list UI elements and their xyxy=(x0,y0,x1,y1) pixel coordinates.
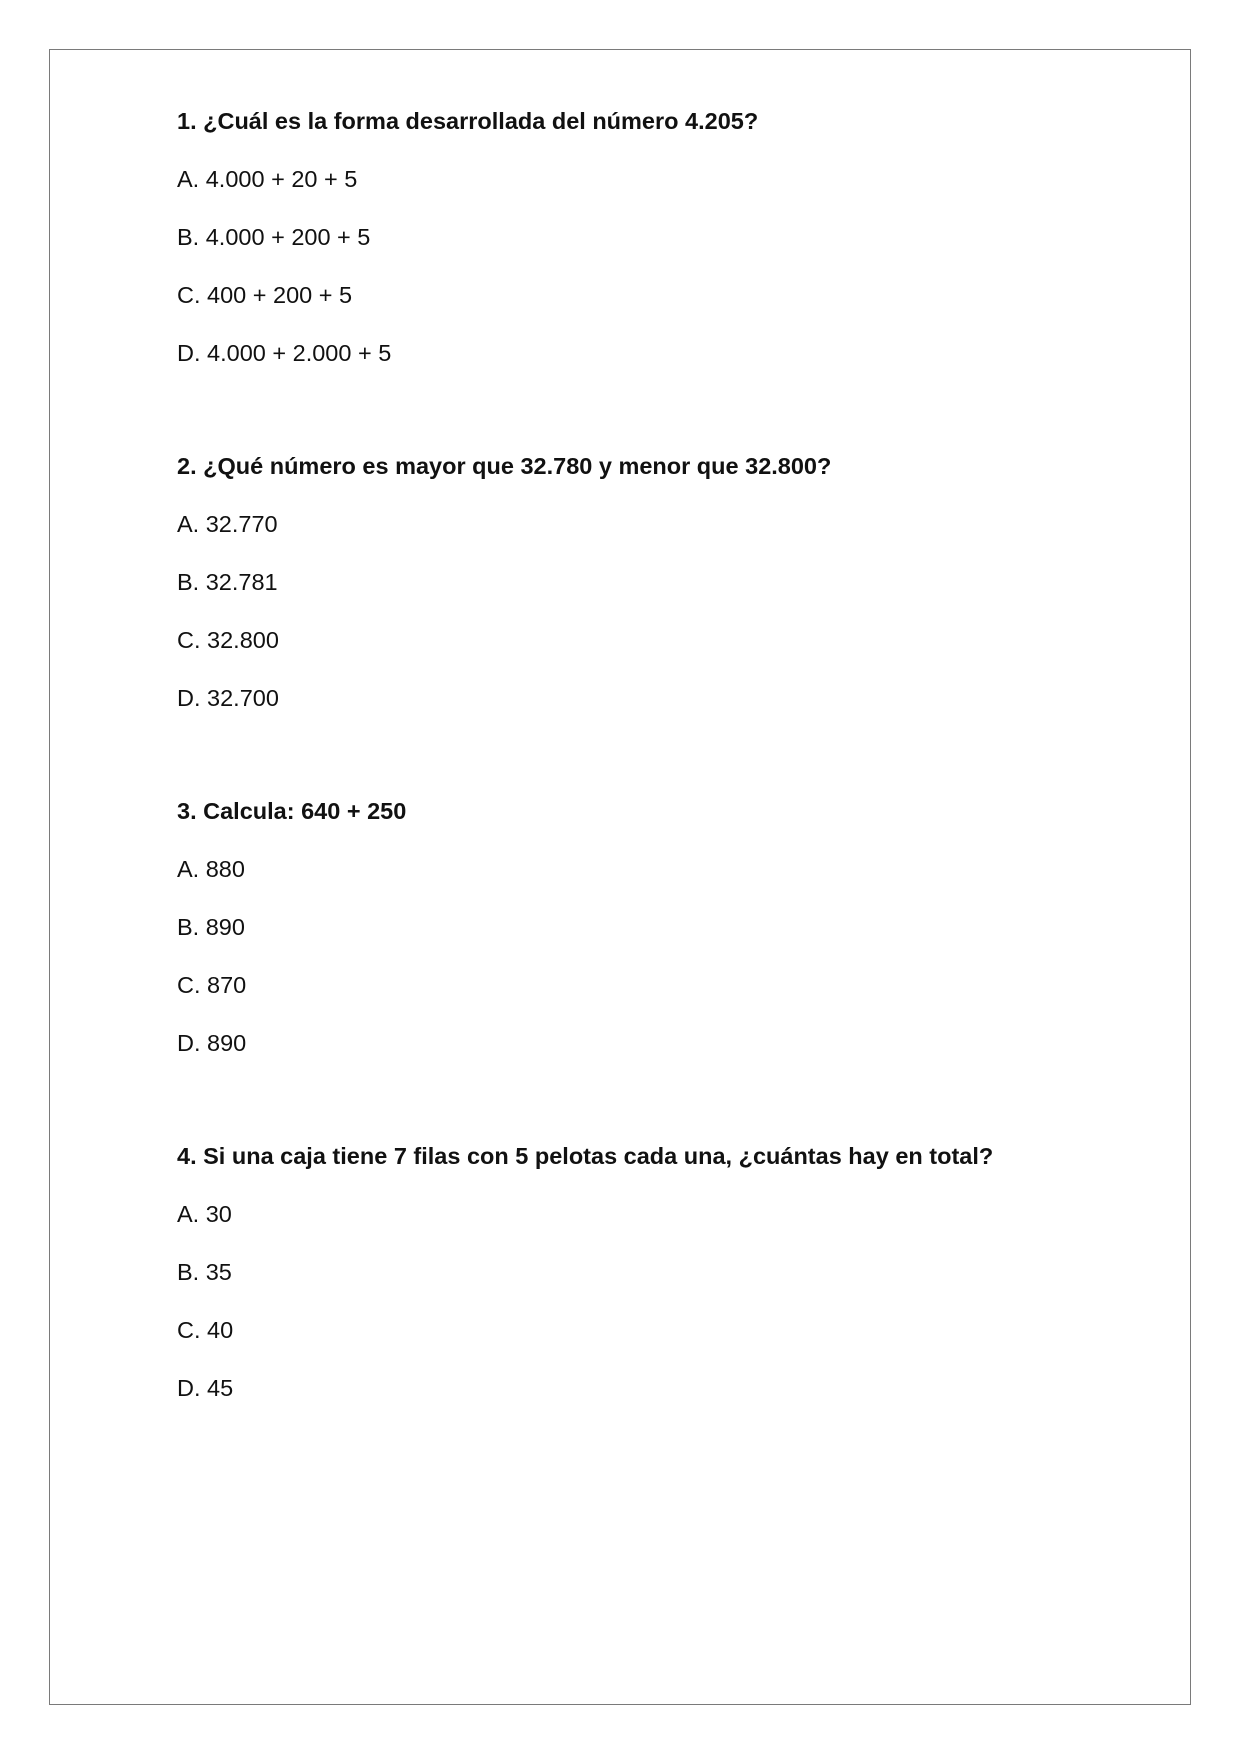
question-title: 2. ¿Qué número es mayor que 32.780 y menor que 32.800? xyxy=(177,453,832,479)
question-2 xyxy=(177,451,1137,713)
answer-option-c: C. 870 xyxy=(177,972,247,998)
answer-option-c: C. 40 xyxy=(177,1317,234,1343)
answer-option-a: A. 880 xyxy=(177,856,245,882)
answer-option-d: D. 890 xyxy=(177,1030,247,1056)
answer-option-b: B. 32.781 xyxy=(177,569,278,595)
answer-option-d: D. 4.000 + 2.000 + 5 xyxy=(177,340,392,366)
answer-option-a: A. 32.770 xyxy=(177,511,278,537)
question-title: 1. ¿Cuál es la forma desarrollada del número 4.205? xyxy=(177,108,759,134)
question-4 xyxy=(177,1141,1137,1403)
question-3 xyxy=(177,796,1137,1058)
question-title: 4. Si una caja tiene 7 filas con 5 pelotas cada una, ¿cuántas hay en total? xyxy=(177,1143,994,1169)
answer-option-c: C. 32.800 xyxy=(177,627,279,653)
answer-option-a: A. 4.000 + 20 + 5 xyxy=(177,166,358,192)
answer-option-d: D. 32.700 xyxy=(177,685,279,711)
question-title: 3. Calcula: 640 + 250 xyxy=(177,798,407,824)
answer-option-b: B. 35 xyxy=(177,1259,232,1285)
answer-option-a: A. 30 xyxy=(177,1201,232,1227)
question-1 xyxy=(177,106,1137,368)
answer-option-b: B. 4.000 + 200 + 5 xyxy=(177,224,371,250)
answer-option-b: B. 890 xyxy=(177,914,245,940)
answer-option-d: D. 45 xyxy=(177,1375,234,1401)
answer-option-c: C. 400 + 200 + 5 xyxy=(177,282,353,308)
